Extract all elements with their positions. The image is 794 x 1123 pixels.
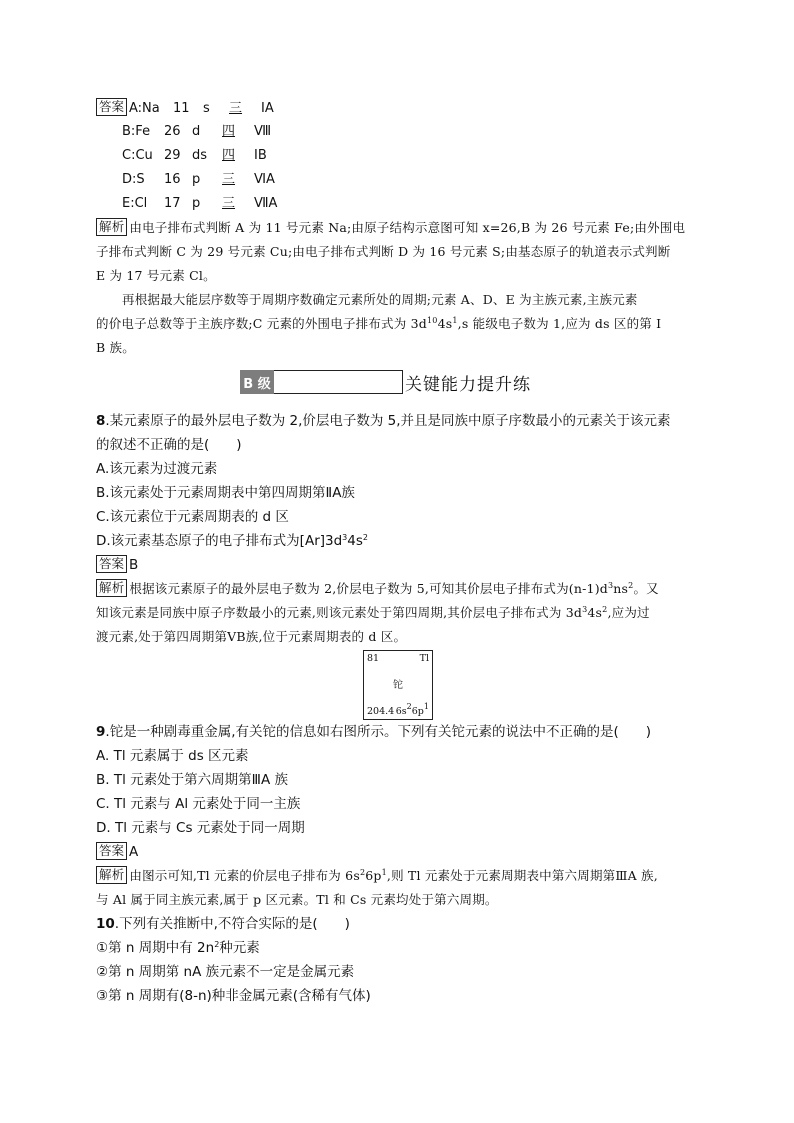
q9-option-a: A. Tl 元素属于 ds 区元素 — [96, 748, 249, 764]
analysis-tag: 解析 — [96, 866, 127, 884]
banner-box — [274, 370, 403, 394]
q9-option-d: D. Tl 元素与 Cs 元素处于同一周期 — [96, 820, 305, 836]
q10-item-3: ③第 n 周期有(8-n)种非金属元素(含稀有气体) — [96, 988, 371, 1004]
q7-answer-row-c: C:Cu 29 ds 四 ⅠB — [122, 148, 267, 163]
atomic-number: 81 — [367, 653, 380, 664]
q9-answer: 答案 A — [96, 842, 138, 862]
analysis-tag: 解析 — [96, 218, 127, 236]
q8-analysis-line-3: 渡元素,处于第四周期第ⅤB族,位于元素周期表的 d 区。 — [96, 629, 407, 644]
q8-analysis-line-1: 解析 根据该元素原子的最外层电子数为 2,价层电子数为 5,可知其价层电子排布式为$(n-1)d^3ns^2$。又 — [96, 579, 659, 599]
q7-analysis-line-2: 子排布式判断 C 为 29 号元素 Cu;由电子排布式判断 D 为 16 号元素 S;由基态原子的轨道表示式判断 — [96, 244, 671, 259]
q8-option-a: A.该元素为过渡元素 — [96, 461, 218, 477]
q9-stem: 9.铊是一种剧毒重金属,有关铊的信息如右图所示。下列有关铊元素的说法中不正确的是( ) — [96, 724, 652, 740]
q7-analysis-line-1: 解析 由电子排布式判断 A 为 11 号元素 Na;由原子结构示意图可知 x=26,B 为 26 号元素 Fe;由外围电 — [96, 218, 685, 238]
q7-analysis-line-6: B 族。 — [96, 340, 135, 355]
q8-answer: 答案 B — [96, 555, 138, 575]
thallium-element-card — [363, 650, 433, 720]
q7-analysis-line-3: E 为 17 号元素 Cl。 — [96, 268, 216, 283]
q8-analysis-line-2: 知该元素是同族中原子序数最小的元素,则该元素处于第四周期,其价层电子排布式为 $3d^34s^2$,应为过 — [96, 605, 650, 620]
q9-analysis-line-2: 与 Al 属于同主族元素,属于 p 区元素。Tl 和 Cs 元素均处于第六周期。 — [96, 892, 498, 907]
answer-tag: 答案 — [96, 842, 127, 860]
q7-analysis-line-4: 再根据最大能层序数等于周期序数确定元素所处的周期;元素 A、D、E 为主族元素,主族元素 — [122, 292, 638, 307]
section-banner — [240, 369, 531, 395]
q8-stem-line-2: 的叙述不正确的是( ) — [96, 437, 242, 453]
q9-option-c: C. Tl 元素与 Al 元素处于同一主族 — [96, 796, 301, 812]
atomic-mass: 204.4 — [367, 706, 395, 717]
q10-item-2: ②第 n 周期第 nA 族元素不一定是金属元素 — [96, 964, 355, 980]
q9-analysis-line-1: 解析 由图示可知,Tl 元素的价层电子排布为 $6s^26p^1$,则 Tl 元素处于元素周期表中第六周期第ⅢA 族, — [96, 866, 658, 886]
q7-answer-row-d: D:S 16 p 三 ⅥA — [122, 172, 275, 187]
q10-stem: 10.下列有关推断中,不符合实际的是( ) — [96, 916, 350, 932]
q8-option-d: D.该元素基态原子的电子排布式为$[Ar]3d^34s^2$ — [96, 533, 368, 549]
element-symbol: Tl — [419, 653, 429, 664]
level-badge: B 级 — [240, 370, 274, 394]
q7-answer-row-b: B:Fe 26 d 四 Ⅷ — [122, 124, 272, 139]
q8-option-c: C.该元素位于元素周期表的 d 区 — [96, 509, 289, 525]
q7-answer-row-a: 答案 A:Na 11 s 三 ⅠA — [96, 98, 274, 119]
section-title: 关键能力提升练 — [405, 374, 531, 395]
q8-option-b: B.该元素处于元素周期表中第四周期第ⅡA族 — [96, 485, 355, 501]
q7-answer-row-e: E:Cl 17 p 三 ⅦA — [122, 196, 278, 211]
answer-tag: 答案 — [96, 555, 127, 573]
q8-stem-line-1: 8.某元素原子的最外层电子数为 2,价层电子数为 5,并且是同族中原子序数最小的元素关于该元素 — [96, 413, 671, 429]
answer-tag: 答案 — [96, 98, 127, 116]
electron-config: $6s^26p^1$ — [395, 702, 429, 717]
element-name: 铊 — [393, 680, 403, 691]
q9-option-b: B. Tl 元素处于第六周期第ⅢA 族 — [96, 772, 288, 788]
q7-analysis-line-5: 的价电子总数等于主族序数;C 元素的外围电子排布式为 $3d^{10}4s^1,s$ 能级电子数为 1,应为 ds 区的第 Ⅰ — [96, 316, 662, 331]
q10-item-1: ①第 n 周期中有 $2n^2$种元素 — [96, 940, 260, 956]
analysis-tag: 解析 — [96, 579, 127, 597]
